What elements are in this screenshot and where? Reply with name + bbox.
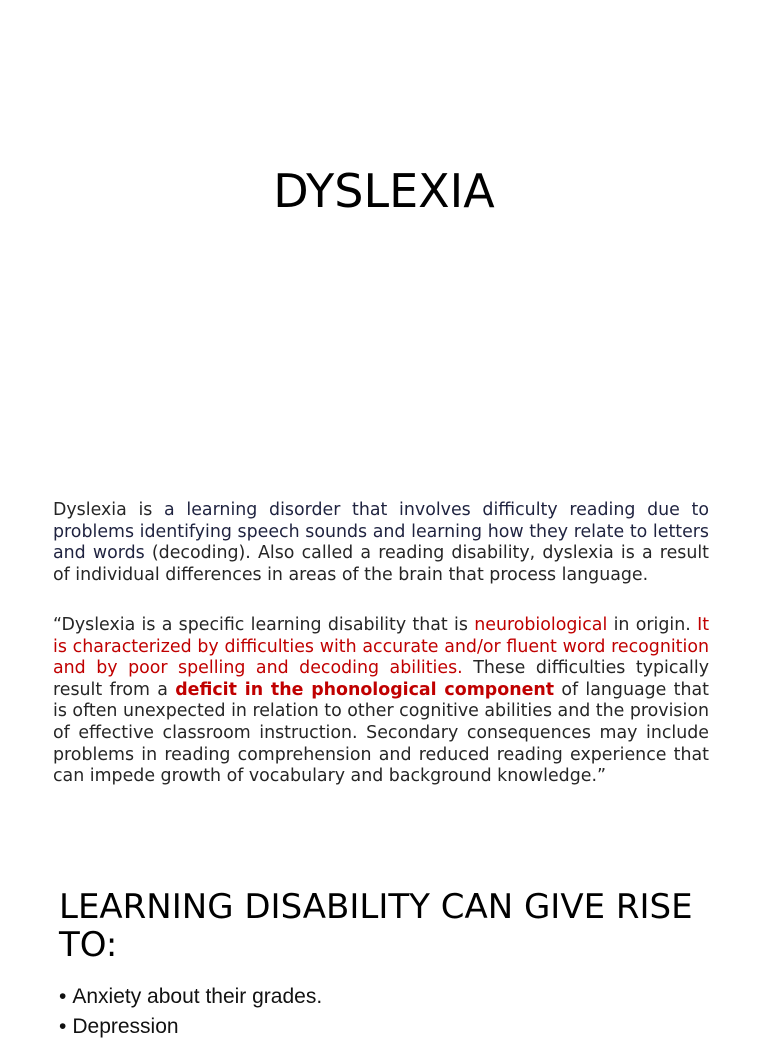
list-item-text: Depression — [72, 1015, 179, 1038]
definition-rest-text: (decoding). Also called a reading disability, dyslexia is a result of individual differences in areas of the brain that process language. — [53, 543, 709, 585]
quote-highlight-deficit: deficit in the phonological component — [175, 679, 555, 700]
quote-text-3: These difficulties typically result from a — [53, 658, 709, 700]
dyslexia-quote-paragraph — [53, 615, 709, 788]
bullet-icon: • — [59, 985, 67, 1008]
list-item-text: Anxiety about their grades. — [72, 985, 323, 1008]
definition-intro-text: Dyslexia is — [53, 500, 165, 520]
bullet-icon: • — [59, 1015, 67, 1038]
dyslexia-definition-paragraph — [53, 500, 709, 586]
quote-highlight-characterized: It is characterized by difficulties with accurate and/or fluent word recognition and by poor spelling and decoding abilities. — [53, 615, 710, 679]
quote-text-2: in origin. — [607, 615, 698, 635]
definition-highlight-text: a learning disorder that involves difficulty reading due to problems identifying speech sounds and learning how they relate to letters and words — [53, 500, 709, 564]
section-heading: LEARNING DISABILITY CAN GIVE RISE TO: — [59, 887, 693, 965]
quote-highlight-neurobiological: neurobiological — [474, 615, 608, 635]
list-item — [59, 1012, 739, 1042]
quote-text-1: “Dyslexia is a specific learning disability that is — [53, 615, 475, 635]
quote-text-4: of language that is often unexpected in relation to other cognitive abilities and the provision of effective classroom instruction. Secondary consequences may include problems in reading comprehension and reduced reading experience that can impede growth of vocabulary and background knowledge.” — [53, 679, 709, 787]
page-title: DYSLEXIA — [273, 164, 495, 218]
list-item — [59, 982, 739, 1012]
bullet-list — [59, 982, 739, 1042]
